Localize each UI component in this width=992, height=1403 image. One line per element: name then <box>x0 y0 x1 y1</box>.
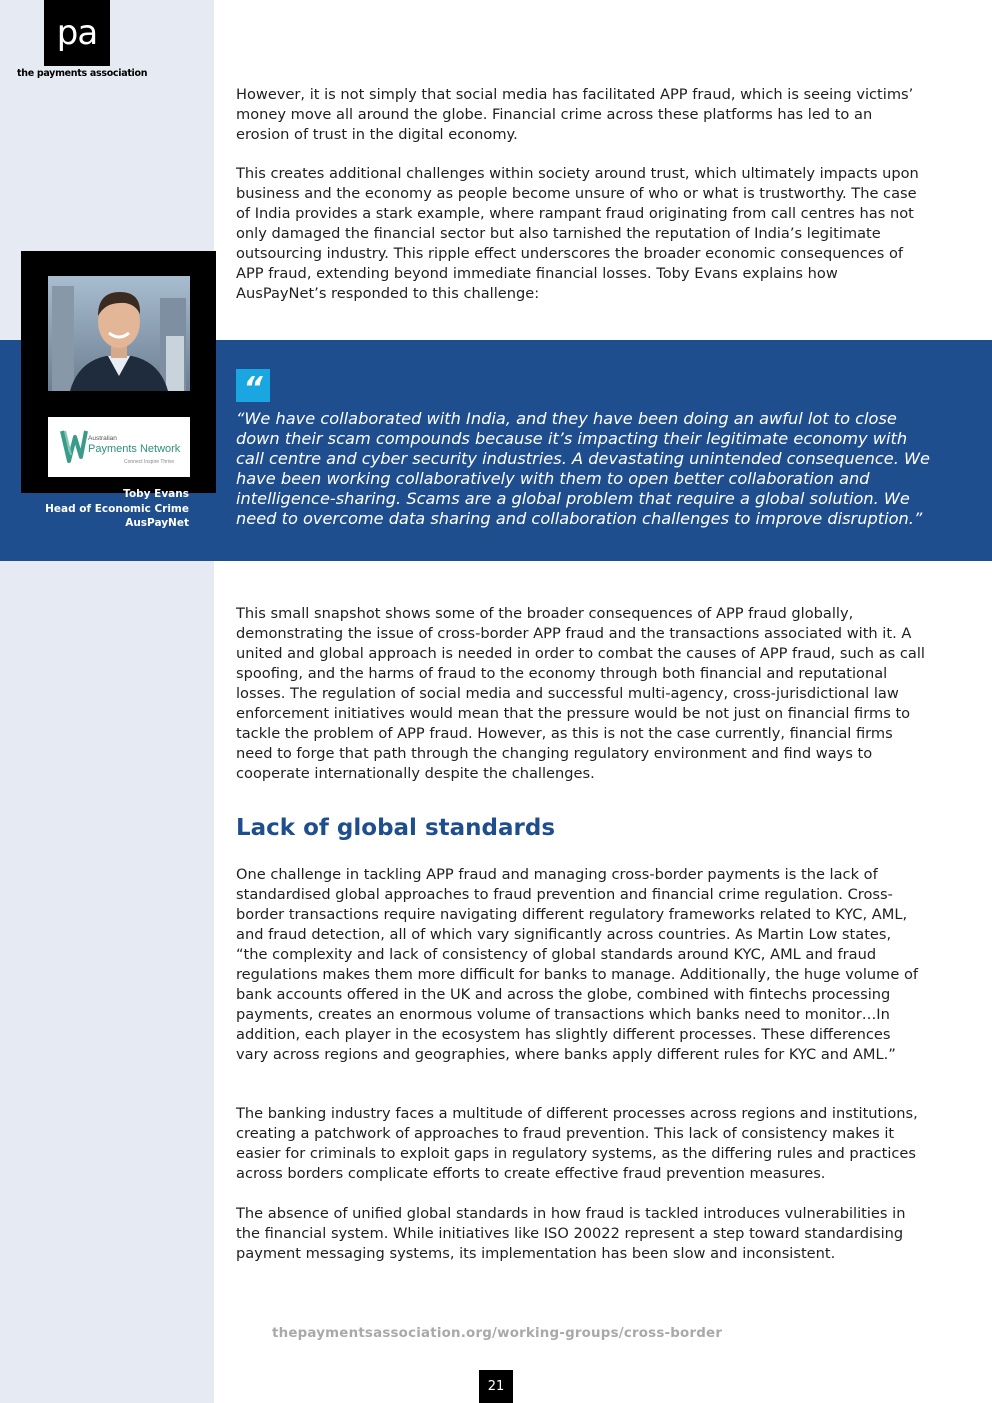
speaker-role: Head of Economic Crime <box>45 502 189 515</box>
intro-paragraph-1: However, it is not simply that social media has facilitated APP fraud, which is seeing victims’ money move all around the globe. Financial crime across these platforms has led to an erosion of trust in the digital economy. <box>236 86 914 143</box>
speaker-photo <box>48 276 190 391</box>
org-logo-line1: Australian <box>88 435 117 442</box>
pull-quote: “We have collaborated with India, and they have been doing an awful lot to close down their scam compounds because it’s impacting their legitimate economy with call centre and cyber security industries. A devastating unintended consequence. We have been working collaboratively with them to open better collaboration and intelligence-sharing. Scams are a global problem that require a global solution. We need to overcome data sharing and collaboration challenges to improve disruption.” <box>236 409 930 528</box>
speaker-caption <box>20 487 189 531</box>
pa-logo[interactable] <box>44 0 110 66</box>
logo-mark: pa <box>56 13 98 53</box>
org-logo-tagline: Connect Inspire Thrive <box>124 459 175 465</box>
section-paragraph-1: One challenge in tackling APP fraud and managing cross-border payments is the lack of standardised global approaches to fraud prevention and financial crime regulation. Cross-border transactions require navigating different regulatory frameworks related to KYC, AML, and fraud detection, all of which vary significantly across countries. As Martin Low states, “the complexity and lack of consistency of global standards around KYC, AML and fraud regulations makes them more difficult for banks to manage. Additionally, the huge volume of bank accounts offered in the UK and across the globe, combined with fintechs processing payments, creates an enormous volume of transactions which banks need to monitor…In addition, each player in the ecosystem has slightly different processes. These differences vary across regions and geographies, where banks apply different rules for KYC and AML.” <box>236 866 919 1063</box>
portrait-illustration <box>48 276 190 391</box>
speaker-org: AusPayNet <box>125 517 189 529</box>
org-logo-line2: Payments Network <box>88 443 181 455</box>
footer-link[interactable]: thepaymentsassociation.org/working-groups/cross-border <box>272 1326 723 1341</box>
quote-icon: “ <box>236 369 270 402</box>
brand-name: the payments association <box>17 68 148 79</box>
page-number: 21 <box>479 1370 513 1403</box>
section-paragraph-2: The banking industry faces a multitude of different processes across regions and institutions, creating a patchwork of approaches to fraud prevention. This lack of consistency makes it easier for criminals to exploit gaps in regulatory systems, as the differing rules and practices across borders complicate efforts to create effective fraud prevention measures. <box>236 1105 918 1182</box>
speaker-name: Toby Evans <box>123 488 189 500</box>
section-heading: Lack of global standards <box>236 815 556 841</box>
intro-paragraph-2: This creates additional challenges within society around trust, which ultimately impacts upon business and the economy as people become unsure of who or what is trustworthy. The case of India provides a stark example, where rampant fraud originating from call centres has not only damaged the financial sector but also tarnished the reputation of India’s legitimate outsourcing industry. This ripple effect underscores the broader economic consequences of APP fraud, extending beyond immediate financial losses. Toby Evans explains how AusPayNet’s responded to this challenge: <box>236 165 919 302</box>
auspaynet-logo <box>48 417 190 477</box>
middle-paragraph: This small snapshot shows some of the broader consequences of APP fraud globally, demonstrating the issue of cross-border APP fraud and the transactions associated with it. A united and global approach is needed in order to combat the causes of APP fraud, such as call spoofing, and the harms of fraud to the economy through both financial and reputational losses. The regulation of social media and successful multi-agency, cross-jurisdictional law enforcement initiatives would mean that the pressure would be not just on financial firms to tackle the problem of APP fraud. However, as this is not the case currently, financial firms need to forge that path through the changing regulatory environment and find ways to cooperate internationally despite the challenges. <box>236 605 925 782</box>
section-paragraph-3: The absence of unified global standards in how fraud is tackled introduces vulnerabilities in the financial system. While initiatives like ISO 20022 represent a step toward standardising payment messaging systems, its implementation has been slow and inconsistent. <box>236 1205 906 1262</box>
left-sidebar <box>0 0 214 1403</box>
